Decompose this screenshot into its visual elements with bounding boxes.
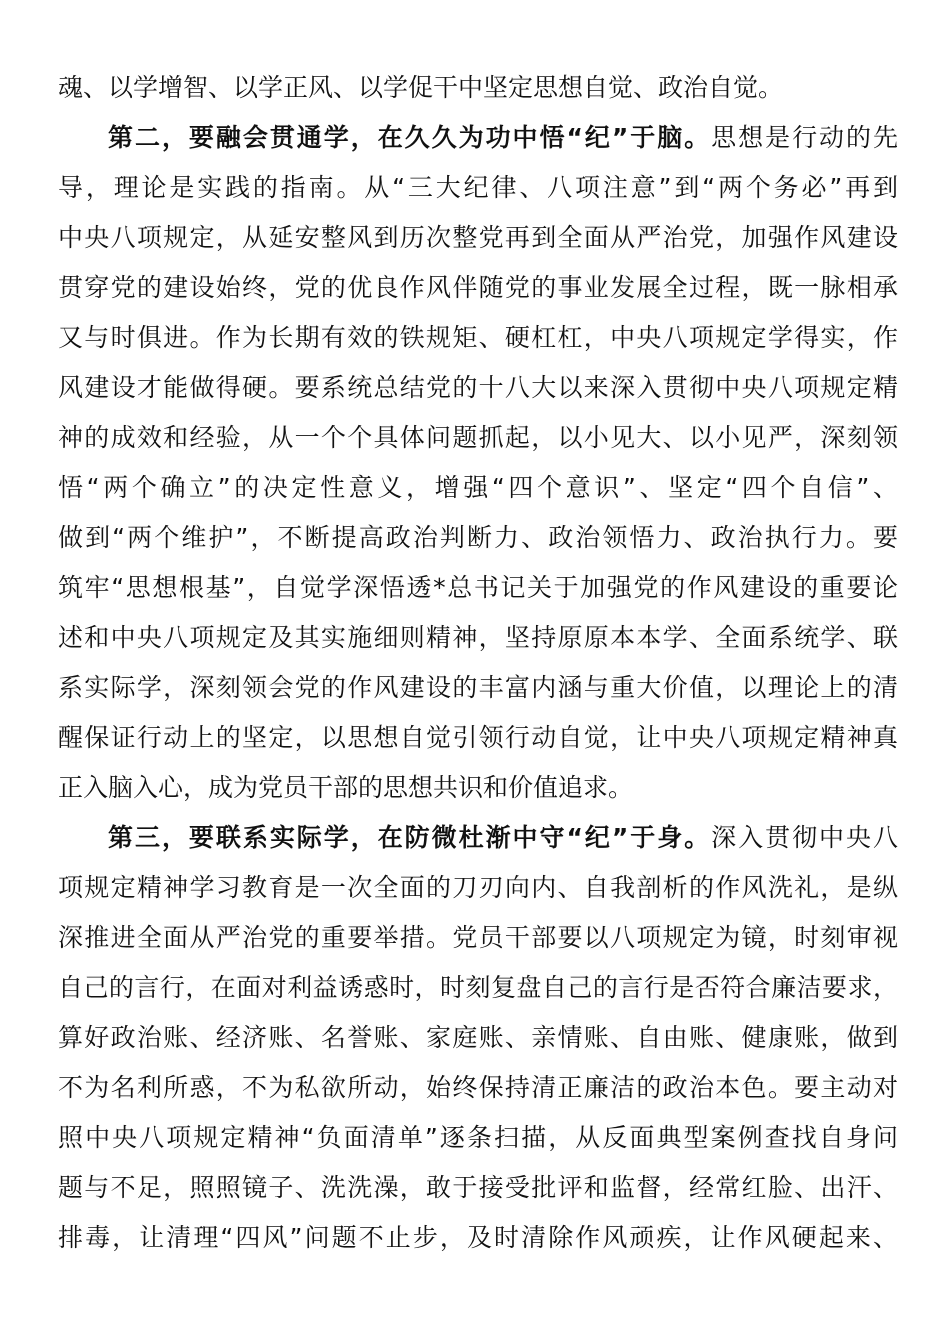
document-body bbox=[58, 63, 898, 1263]
p3-line-2: 项规定精神学习教育是一次全面的刀刃向内、自我剖析的作风洗礼，是纵 bbox=[58, 873, 898, 902]
p2-line-13: 醒保证行动上的坚定，以思想自觉引领行动自觉，让中央八项规定精神真 bbox=[58, 723, 898, 752]
p3-line-4: 自己的言行，在面对利益诱惑时，时刻复盘自己的言行是否符合廉洁要求， bbox=[58, 973, 898, 1002]
p2-line-9: 做到“两个维护”，不断提高政治判断力、政治领悟力、政治执行力。要 bbox=[58, 523, 898, 552]
p3-line-3: 深推进全面从严治党的重要举措。党员干部要以八项规定为镜，时刻审视 bbox=[58, 923, 898, 952]
p3-line-8: 题与不足，照照镜子、洗洗澡，敢于接受批评和监督，经常红脸、出汗、 bbox=[58, 1173, 898, 1202]
p3-first-line-rest: 深入贯彻中央八 bbox=[711, 823, 898, 852]
p2-line-8: 悟“两个确立”的决定性意义，增强“四个意识”、坚定“四个自信”、 bbox=[58, 473, 898, 502]
p2-line-3: 中央八项规定，从延安整风到历次整党再到全面从严治党，加强作风建设 bbox=[58, 223, 898, 252]
p3-lead-heading: 第三，要联系实际学，在防微杜渐中守“纪”于身。 bbox=[108, 823, 712, 852]
p2-lead-heading: 第二，要融会贯通学，在久久为功中悟“纪”于脑。 bbox=[108, 123, 712, 152]
p3-line-6: 不为名利所惑，不为私欲所动，始终保持清正廉洁的政治本色。要主动对 bbox=[58, 1073, 898, 1102]
p2-line-4: 贯穿党的建设始终，党的优良作风伴随党的事业发展全过程，既一脉相承 bbox=[58, 273, 898, 302]
p2-line-6: 风建设才能做得硬。要系统总结党的十八大以来深入贯彻中央八项规定精 bbox=[58, 373, 898, 402]
p2-line-2: 导，理论是实践的指南。从“三大纪律、八项注意”到“两个务必”再到 bbox=[58, 173, 898, 202]
p2-line-11: 述和中央八项规定及其实施细则精神，坚持原原本本学、全面系统学、联 bbox=[58, 623, 898, 652]
p2-line-14: 正入脑入心，成为党员干部的思想共识和价值追求。 bbox=[58, 773, 634, 802]
p3-line-5: 算好政治账、经济账、名誉账、家庭账、亲情账、自由账、健康账，做到 bbox=[58, 1023, 898, 1052]
p2-first-line-rest: 思想是行动的先 bbox=[711, 123, 898, 152]
p2-line-1 bbox=[58, 113, 898, 163]
p1-line-1: 魂、以学增智、以学正风、以学促干中坚定思想自觉、政治自觉。 bbox=[58, 73, 784, 102]
p3-line-7: 照中央八项规定精神“负面清单”逐条扫描，从反面典型案例查找自身问 bbox=[58, 1123, 898, 1152]
p2-line-7: 神的成效和经验，从一个个具体问题抓起，以小见大、以小见严，深刻领 bbox=[58, 423, 898, 452]
p2-line-10: 筑牢“思想根基”，自觉学深悟透*总书记关于加强党的作风建设的重要论 bbox=[58, 573, 898, 602]
p2-line-5: 又与时俱进。作为长期有效的铁规矩、硬杠杠，中央八项规定学得实，作 bbox=[58, 323, 898, 352]
p3-line-9: 排毒，让清理“四风”问题不止步，及时清除作风顽疾，让作风硬起来、 bbox=[58, 1223, 898, 1252]
p2-line-12: 系实际学，深刻领会党的作风建设的丰富内涵与重大价值，以理论上的清 bbox=[58, 673, 898, 702]
p3-line-1 bbox=[58, 813, 898, 863]
